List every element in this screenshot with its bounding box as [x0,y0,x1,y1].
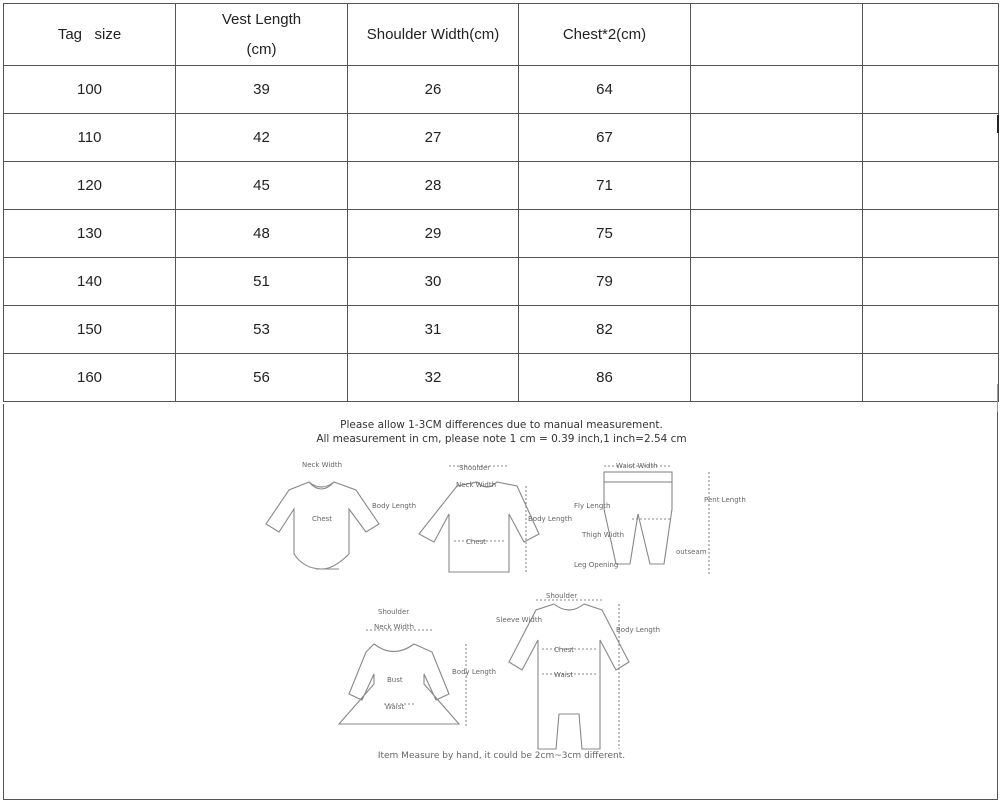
table-row [4,162,999,210]
label-pants-fly: Fly Length [574,502,611,510]
label-tshirt-shoulder: Shoulder [459,464,491,472]
garment-diagrams [4,404,999,800]
measurement-figure [3,404,998,800]
table-header-row [4,4,999,66]
cell-empty [863,306,999,354]
table-row [4,210,999,258]
label-dress-length: Body Length [452,668,497,676]
cell-tag: 100 [4,66,176,114]
label-dress-waist: Waist [385,703,405,711]
measurement-note-line1: Please allow 1-3CM differences due to manual measurement. [340,419,663,431]
size-table [3,3,999,402]
cell-empty [691,66,863,114]
text-cursor [997,115,999,133]
bodysuit-drawing [266,482,379,569]
cell-tag: 110 [4,114,176,162]
header-empty-1 [691,4,863,66]
cell-empty [863,114,999,162]
header-vest-length: Vest Length (cm) [176,4,348,66]
cell-shoulder-width: 27 [348,114,519,162]
header-chest: Chest*2(cm) [519,4,691,66]
measurement-note-line2: All measurement in cm, please note 1 cm = 0.39 inch,1 inch=2.54 cm [316,433,687,445]
label-tshirt-neck: Neck Width [456,481,497,489]
cell-chest: 71 [519,162,691,210]
label-tshirt-length: Body Length [528,515,573,523]
label-pants-waist: Waist Width [616,462,658,470]
cell-chest: 79 [519,258,691,306]
label-pants-length: Pent Length [704,496,746,504]
cell-empty [863,354,999,402]
cell-vest-length: 42 [176,114,348,162]
pants-drawing [604,466,709,574]
table-row [4,306,999,354]
cell-shoulder-width: 29 [348,210,519,258]
cell-empty [691,114,863,162]
cell-empty [863,258,999,306]
label-romper-length: Body Length [616,626,661,634]
cell-chest: 82 [519,306,691,354]
label-bodysuit-length: Body Length [372,502,417,510]
label-bodysuit-neck: Neck Width [302,461,343,469]
cell-shoulder-width: 31 [348,306,519,354]
cell-tag: 150 [4,306,176,354]
label-romper-sleeve: Sleeve Width [496,616,543,624]
cell-shoulder-width: 26 [348,66,519,114]
label-pants-outseam: outseam [676,548,707,556]
label-dress-shoulder: Shoulder [378,608,410,616]
cell-vest-length: 56 [176,354,348,402]
cell-chest: 86 [519,354,691,402]
cell-vest-length: 51 [176,258,348,306]
cell-empty [863,66,999,114]
header-tag-size: Tag size [4,4,176,66]
label-dress-neck: Neck Width [374,623,415,631]
cell-tag: 130 [4,210,176,258]
cell-empty [691,258,863,306]
cell-tag: 140 [4,258,176,306]
cell-vest-length: 39 [176,66,348,114]
label-dress-bust: Bust [387,676,403,684]
table-row [4,114,999,162]
cell-empty [863,162,999,210]
cell-vest-length: 48 [176,210,348,258]
cell-empty [691,162,863,210]
table-row [4,258,999,306]
cell-empty [863,210,999,258]
cell-chest: 67 [519,114,691,162]
label-romper-chest: Chest [554,646,575,654]
cell-empty [691,210,863,258]
table-row [4,66,999,114]
label-bodysuit-chest: Chest [312,515,333,523]
cell-shoulder-width: 32 [348,354,519,402]
table-row [4,354,999,402]
cell-shoulder-width: 30 [348,258,519,306]
cell-vest-length: 53 [176,306,348,354]
label-pants-thigh: Thigh Width [582,531,625,539]
header-shoulder-width: Shoulder Width(cm) [348,4,519,66]
measurement-footer: Item Measure by hand, it could be 2cm~3cm different. [377,751,626,761]
cell-chest: 64 [519,66,691,114]
cell-chest: 75 [519,210,691,258]
cell-tag: 120 [4,162,176,210]
cell-empty [691,306,863,354]
header-empty-2 [863,4,999,66]
label-tshirt-chest: Chest [466,538,487,546]
label-pants-leg: Leg Opening [574,561,619,569]
cell-vest-length: 45 [176,162,348,210]
column-resize-marker [997,384,998,412]
label-romper-waist: Waist [554,671,574,679]
label-romper-shoulder: Shoulder [546,592,578,600]
cell-shoulder-width: 28 [348,162,519,210]
cell-empty [691,354,863,402]
cell-tag: 160 [4,354,176,402]
